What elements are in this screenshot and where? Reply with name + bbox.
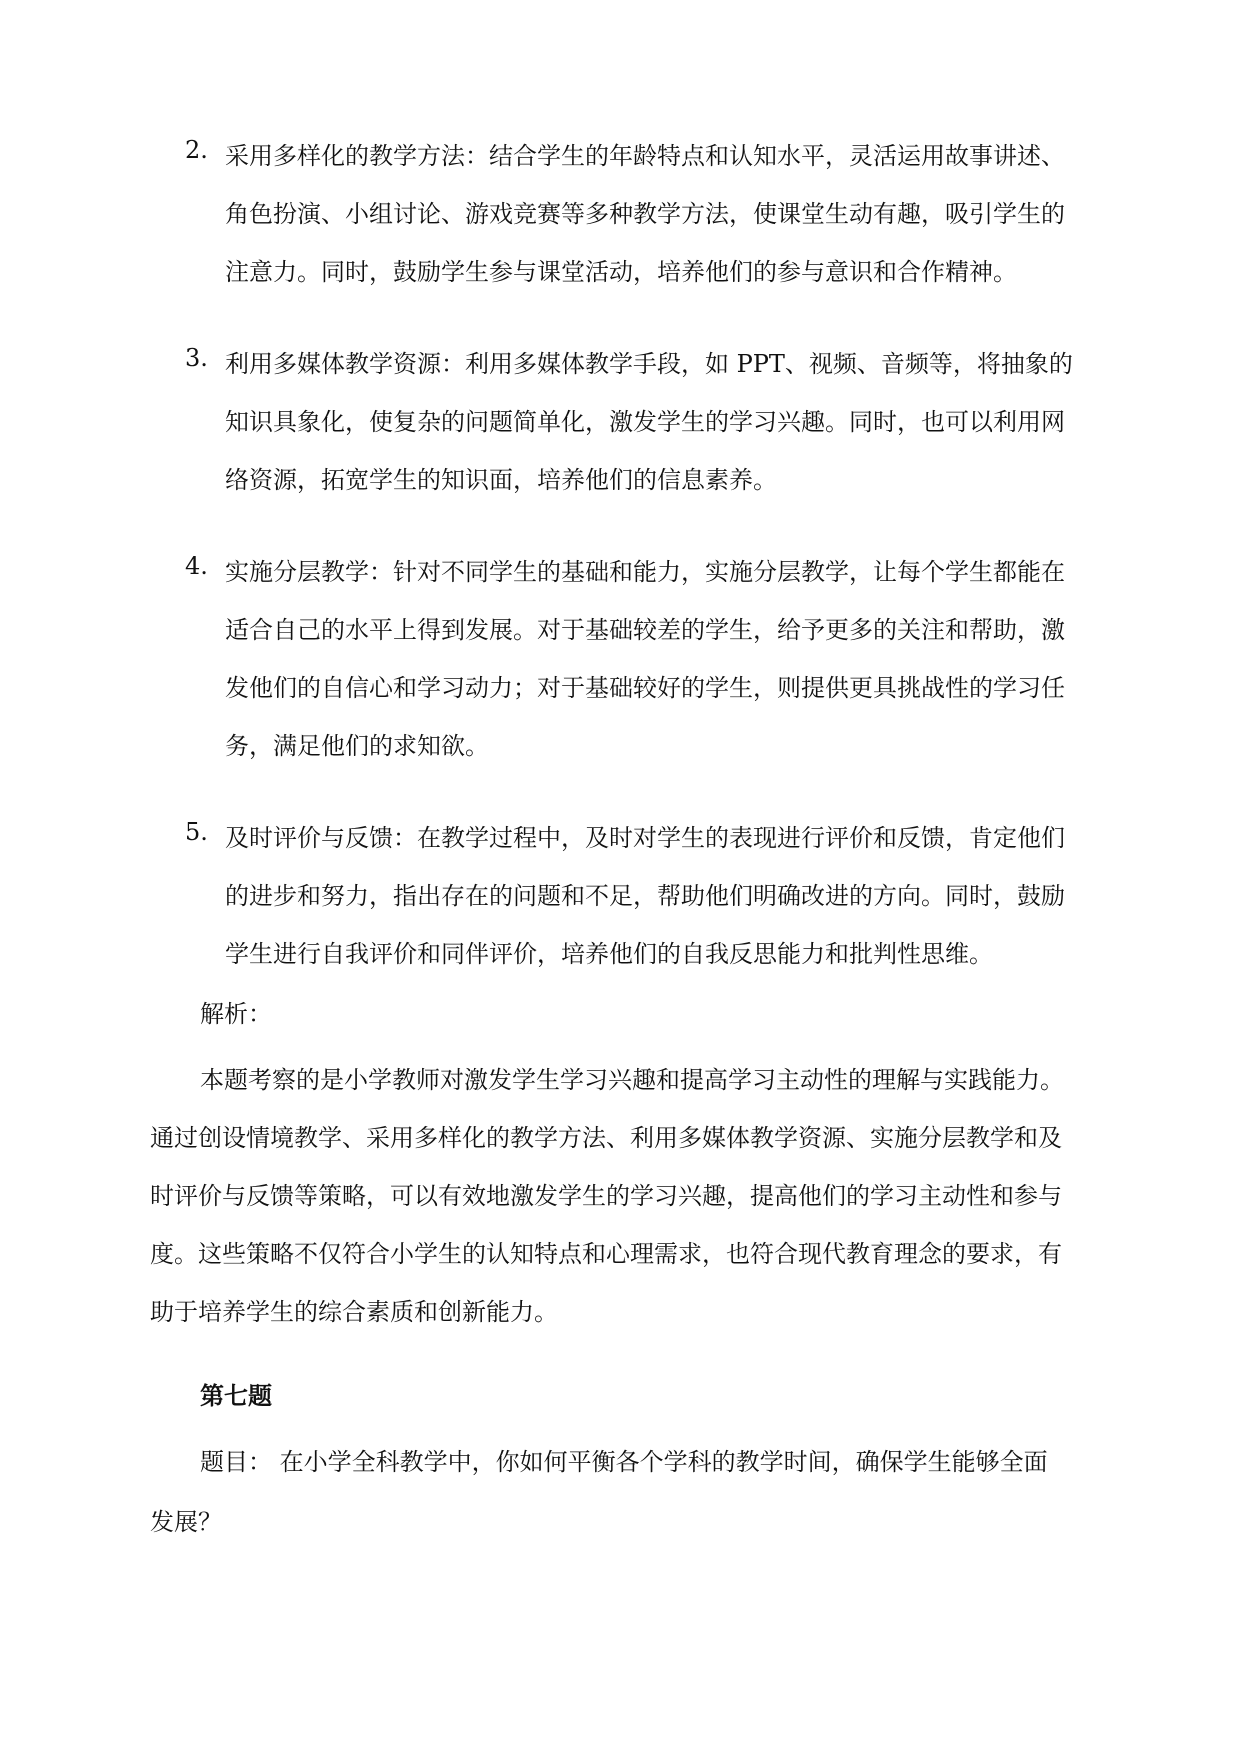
list-item-line: 采用多样化的教学方法：结合学生的年龄特点和认知水平，灵活运用故事讲述、 — [225, 142, 1065, 170]
list-item-line: 实施分层教学：针对不同学生的基础和能力，实施分层教学，让每个学生都能在 — [225, 558, 1065, 586]
list-item-number: 4. — [185, 552, 208, 580]
list-item-line: 适合自己的水平上得到发展。对于基础较差的学生，给予更多的关注和帮助，激 — [225, 616, 1065, 644]
question-line: 发展？ — [150, 1508, 222, 1536]
list-item-number: 5. — [185, 818, 208, 846]
list-item-line: 注意力。同时，鼓励学生参与课堂活动，培养他们的参与意识和合作精神。 — [225, 258, 1017, 286]
list-item-line: 务，满足他们的求知欲。 — [225, 732, 489, 760]
list-item-line: 学生进行自我评价和同伴评价，培养他们的自我反思能力和批判性思维。 — [225, 940, 993, 968]
analysis-label: 解析： — [200, 1000, 272, 1028]
list-item-number: 3. — [185, 344, 208, 372]
list-item-line: 知识具象化，使复杂的问题简单化，激发学生的学习兴趣。同时，也可以利用网 — [225, 408, 1065, 436]
list-item-line: 及时评价与反馈：在教学过程中，及时对学生的表现进行评价和反馈，肯定他们 — [225, 824, 1065, 852]
list-item-line: 的进步和努力，指出存在的问题和不足，帮助他们明确改进的方向。同时，鼓励 — [225, 882, 1065, 910]
analysis-line: 助于培养学生的综合素质和创新能力。 — [150, 1298, 558, 1326]
section-heading: 第七题 — [200, 1381, 272, 1410]
analysis-line: 度。这些策略不仅符合小学生的认知特点和心理需求，也符合现代教育理念的要求，有 — [150, 1240, 1062, 1268]
list-item-line: 发他们的自信心和学习动力；对于基础较好的学生，则提供更具挑战性的学习任 — [225, 674, 1065, 702]
analysis-line: 本题考察的是小学教师对激发学生学习兴趣和提高学习主动性的理解与实践能力。 — [200, 1066, 1064, 1094]
question-line: 题目： 在小学全科教学中，你如何平衡各个学科的教学时间，确保学生能够全面 — [200, 1448, 1048, 1476]
list-item-line: 利用多媒体教学资源：利用多媒体教学手段，如 PPT、视频、音频等，将抽象的 — [225, 350, 1073, 378]
list-item-number: 2. — [185, 136, 208, 164]
list-item-line: 络资源，拓宽学生的知识面，培养他们的信息素养。 — [225, 466, 777, 494]
list-item-line: 角色扮演、小组讨论、游戏竞赛等多种教学方法，使课堂生动有趣，吸引学生的 — [225, 200, 1065, 228]
analysis-line: 通过创设情境教学、采用多样化的教学方法、利用多媒体教学资源、实施分层教学和及 — [150, 1124, 1062, 1152]
analysis-line: 时评价与反馈等策略，可以有效地激发学生的学习兴趣，提高他们的学习主动性和参与 — [150, 1182, 1062, 1210]
